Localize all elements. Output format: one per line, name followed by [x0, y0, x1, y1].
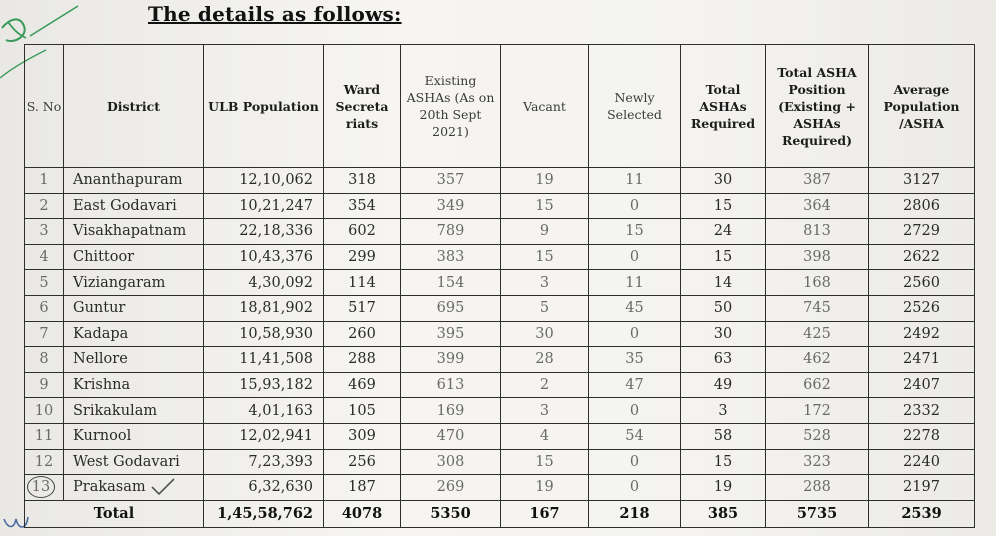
cell-newly: 54 — [589, 423, 681, 449]
cell-total-existing: 5350 — [401, 500, 501, 527]
cell-ward: 517 — [324, 295, 401, 321]
cell-existing: 154 — [401, 270, 501, 296]
cell-vacant: 19 — [501, 168, 589, 194]
cell-average: 2622 — [869, 244, 975, 270]
cell-ward: 187 — [324, 475, 401, 501]
cell-population: 6,32,630 — [204, 475, 324, 501]
cell-sno: 6 — [25, 295, 64, 321]
cell-vacant: 19 — [501, 475, 589, 501]
cell-average: 2197 — [869, 475, 975, 501]
table-total-row — [25, 500, 975, 527]
cell-existing: 169 — [401, 398, 501, 424]
cell-vacant: 9 — [501, 219, 589, 245]
cell-population: 10,58,930 — [204, 321, 324, 347]
cell-sno: 2 — [25, 193, 64, 219]
table-row — [25, 475, 975, 501]
cell-position: 172 — [766, 398, 869, 424]
cell-total-population: 1,45,58,762 — [204, 500, 324, 527]
checkmark-icon — [150, 477, 176, 497]
cell-average: 2729 — [869, 219, 975, 245]
cell-existing: 470 — [401, 423, 501, 449]
cell-average: 2407 — [869, 372, 975, 398]
cell-average: 2332 — [869, 398, 975, 424]
cell-required: 3 — [681, 398, 766, 424]
cell-position: 462 — [766, 347, 869, 373]
cell-required: 30 — [681, 168, 766, 194]
table-row — [25, 449, 975, 475]
cell-ward: 318 — [324, 168, 401, 194]
column-header-vacant: Vacant — [501, 45, 589, 168]
table-header-row — [25, 45, 975, 168]
column-header-required: Total ASHAs Required — [681, 45, 766, 168]
cell-position: 745 — [766, 295, 869, 321]
cell-position: 387 — [766, 168, 869, 194]
cell-district: East Godavari — [64, 193, 204, 219]
table-body — [25, 168, 975, 528]
column-header-ward: Ward Secreta riats — [324, 45, 401, 168]
cell-newly: 11 — [589, 270, 681, 296]
cell-position: 528 — [766, 423, 869, 449]
cell-total-vacant: 167 — [501, 500, 589, 527]
cell-vacant: 4 — [501, 423, 589, 449]
cell-district — [64, 475, 204, 501]
cell-position: 662 — [766, 372, 869, 398]
cell-population: 12,02,941 — [204, 423, 324, 449]
cell-district: Srikakulam — [64, 398, 204, 424]
cell-sno — [25, 475, 64, 501]
cell-total-newly: 218 — [589, 500, 681, 527]
column-header-population: ULB Population — [204, 45, 324, 168]
cell-vacant: 5 — [501, 295, 589, 321]
cell-total-label: Total — [25, 500, 204, 527]
cell-ward: 354 — [324, 193, 401, 219]
cell-district: Visakhapatnam — [64, 219, 204, 245]
cell-population: 11,41,508 — [204, 347, 324, 373]
cell-vacant: 3 — [501, 398, 589, 424]
table-row — [25, 168, 975, 194]
cell-average: 3127 — [869, 168, 975, 194]
cell-sno: 1 — [25, 168, 64, 194]
column-header-sno: S. No — [25, 45, 64, 168]
cell-existing: 383 — [401, 244, 501, 270]
table-row — [25, 193, 975, 219]
table-row — [25, 347, 975, 373]
cell-sno: 9 — [25, 372, 64, 398]
cell-sno: 7 — [25, 321, 64, 347]
cell-ward: 114 — [324, 270, 401, 296]
cell-position: 425 — [766, 321, 869, 347]
cell-sno: 11 — [25, 423, 64, 449]
cell-population: 7,23,393 — [204, 449, 324, 475]
cell-newly: 0 — [589, 244, 681, 270]
cell-sno: 10 — [25, 398, 64, 424]
cell-vacant: 2 — [501, 372, 589, 398]
cell-newly: 0 — [589, 449, 681, 475]
column-header-existing: Existing ASHAs (As on 20th Sept 2021) — [401, 45, 501, 168]
cell-ward: 288 — [324, 347, 401, 373]
table-row — [25, 244, 975, 270]
cell-sno: 3 — [25, 219, 64, 245]
cell-newly: 35 — [589, 347, 681, 373]
cell-existing: 308 — [401, 449, 501, 475]
cell-existing: 399 — [401, 347, 501, 373]
district-name: Prakasam — [73, 479, 146, 496]
cell-district: Kadapa — [64, 321, 204, 347]
table-row — [25, 321, 975, 347]
column-header-average: Average Population /ASHA — [869, 45, 975, 168]
cell-required: 14 — [681, 270, 766, 296]
cell-vacant: 15 — [501, 193, 589, 219]
cell-sno: 12 — [25, 449, 64, 475]
cell-newly: 0 — [589, 321, 681, 347]
cell-population: 10,21,247 — [204, 193, 324, 219]
cell-district: Ananthapuram — [64, 168, 204, 194]
cell-population: 18,81,902 — [204, 295, 324, 321]
page-title: The details as follows: — [148, 2, 402, 26]
cell-district: Guntur — [64, 295, 204, 321]
table-row — [25, 398, 975, 424]
cell-required: 15 — [681, 449, 766, 475]
column-header-district: District — [64, 45, 204, 168]
cell-vacant: 28 — [501, 347, 589, 373]
cell-position: 398 — [766, 244, 869, 270]
cell-population: 22,18,336 — [204, 219, 324, 245]
cell-position: 288 — [766, 475, 869, 501]
cell-population: 10,43,376 — [204, 244, 324, 270]
column-header-newly: Newly Selected — [589, 45, 681, 168]
cell-population: 12,10,062 — [204, 168, 324, 194]
cell-newly: 47 — [589, 372, 681, 398]
cell-district: West Godavari — [64, 449, 204, 475]
table-row — [25, 219, 975, 245]
cell-position: 323 — [766, 449, 869, 475]
cell-required: 24 — [681, 219, 766, 245]
cell-newly: 45 — [589, 295, 681, 321]
cell-sno: 4 — [25, 244, 64, 270]
cell-required: 58 — [681, 423, 766, 449]
cell-district: Chittoor — [64, 244, 204, 270]
cell-vacant: 15 — [501, 449, 589, 475]
cell-required: 63 — [681, 347, 766, 373]
cell-required: 49 — [681, 372, 766, 398]
cell-vacant: 15 — [501, 244, 589, 270]
cell-position: 813 — [766, 219, 869, 245]
cell-newly: 11 — [589, 168, 681, 194]
cell-sno: 5 — [25, 270, 64, 296]
cell-district: Nellore — [64, 347, 204, 373]
cell-total-ward: 4078 — [324, 500, 401, 527]
cell-existing: 613 — [401, 372, 501, 398]
cell-average: 2471 — [869, 347, 975, 373]
cell-existing: 395 — [401, 321, 501, 347]
cell-average: 2526 — [869, 295, 975, 321]
cell-newly: 0 — [589, 193, 681, 219]
cell-ward: 469 — [324, 372, 401, 398]
asha-details-table — [24, 44, 975, 528]
cell-population: 15,93,182 — [204, 372, 324, 398]
cell-existing: 695 — [401, 295, 501, 321]
cell-required: 19 — [681, 475, 766, 501]
cell-ward: 299 — [324, 244, 401, 270]
cell-district: Kurnool — [64, 423, 204, 449]
cell-total-average: 2539 — [869, 500, 975, 527]
cell-district: Krishna — [64, 372, 204, 398]
cell-average: 2560 — [869, 270, 975, 296]
cell-average: 2278 — [869, 423, 975, 449]
cell-newly: 0 — [589, 398, 681, 424]
cell-position: 168 — [766, 270, 869, 296]
cell-average: 2806 — [869, 193, 975, 219]
cell-population: 4,01,163 — [204, 398, 324, 424]
cell-newly: 0 — [589, 475, 681, 501]
cell-required: 50 — [681, 295, 766, 321]
column-header-position: Total ASHA Position (Existing + ASHAs Required) — [766, 45, 869, 168]
cell-sno: 8 — [25, 347, 64, 373]
circle-annotation: 13 — [27, 476, 55, 498]
table-row — [25, 423, 975, 449]
cell-required: 15 — [681, 244, 766, 270]
cell-ward: 260 — [324, 321, 401, 347]
cell-newly: 15 — [589, 219, 681, 245]
cell-total-position: 5735 — [766, 500, 869, 527]
cell-total-required: 385 — [681, 500, 766, 527]
table-row — [25, 295, 975, 321]
cell-ward: 256 — [324, 449, 401, 475]
cell-vacant: 3 — [501, 270, 589, 296]
cell-existing: 789 — [401, 219, 501, 245]
cell-ward: 105 — [324, 398, 401, 424]
table-row — [25, 372, 975, 398]
cell-average: 2240 — [869, 449, 975, 475]
cell-required: 15 — [681, 193, 766, 219]
cell-vacant: 30 — [501, 321, 589, 347]
cell-position: 364 — [766, 193, 869, 219]
cell-district: Viziangaram — [64, 270, 204, 296]
cell-ward: 602 — [324, 219, 401, 245]
cell-existing: 357 — [401, 168, 501, 194]
cell-existing: 269 — [401, 475, 501, 501]
cell-average: 2492 — [869, 321, 975, 347]
cell-ward: 309 — [324, 423, 401, 449]
cell-required: 30 — [681, 321, 766, 347]
table-row — [25, 270, 975, 296]
cell-population: 4,30,092 — [204, 270, 324, 296]
cell-existing: 349 — [401, 193, 501, 219]
